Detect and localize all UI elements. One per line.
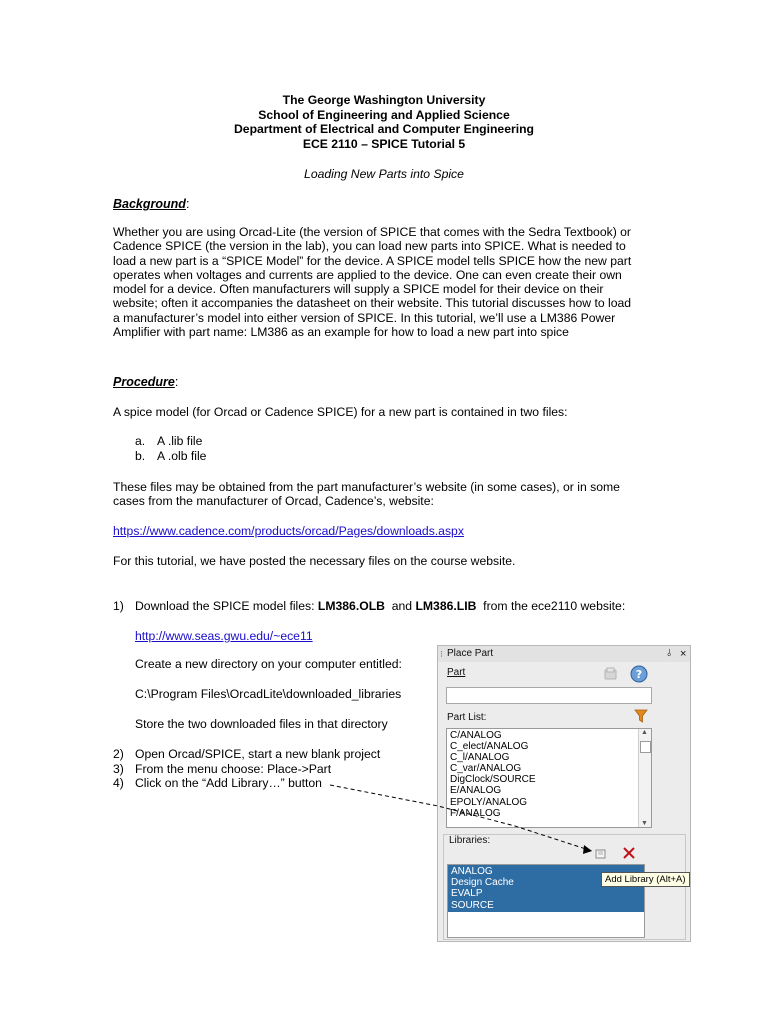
place-part-panel — [437, 645, 691, 942]
file-item-b-marker: b. — [135, 449, 146, 463]
background-line: model for a device. Often manufacturers will supply a SPICE model for their device on their — [113, 282, 604, 297]
course-title: ECE 2110 – SPICE Tutorial 5 — [302, 137, 466, 151]
add-library-tooltip: Add Library (Alt+A) — [601, 872, 690, 887]
step-2-number: 2) — [113, 747, 124, 761]
step-4-text: Click on the “Add Library…” button — [135, 776, 322, 790]
part-label: Part — [447, 667, 466, 678]
add-library-icon[interactable] — [594, 847, 608, 861]
library-item[interactable]: Design Cache — [451, 877, 514, 889]
background-line: load a new part is a “SPICE Model” for the device. A SPICE model tells SPICE how the new part — [113, 253, 632, 268]
procedure-intro: A spice model (for Orcad or Cadence SPICE) for a new part is contained in two files: — [113, 405, 568, 419]
scroll-up-icon[interactable]: ▲ — [641, 729, 648, 736]
step-1-file-lib: LM386.LIB — [415, 599, 477, 613]
cadence-downloads-link[interactable]: https://www.cadence.com/products/orcad/Pages/downloads.aspx — [113, 524, 464, 538]
step-1-number: 1) — [113, 599, 124, 613]
scrollbar-thumb[interactable] — [640, 741, 651, 753]
step-2-text: Open Orcad/SPICE, start a new blank project — [135, 747, 381, 761]
background-line: a manufacturer’s model into either version of SPICE. In this tutorial, we’ll use a LM386 Power — [113, 310, 616, 325]
library-item[interactable]: ANALOG — [451, 866, 493, 877]
part-list-label: Part List: — [447, 712, 487, 723]
sources-line-1: These files may be obtained from the part manufacturer’s website (in some cases), or in some — [113, 480, 620, 494]
pin-icon[interactable]: ⫰ — [667, 648, 672, 659]
create-directory-text: Create a new directory on your computer entitled: — [135, 657, 402, 671]
scroll-down-icon[interactable]: ▼ — [641, 820, 648, 827]
remove-library-icon[interactable] — [622, 846, 636, 860]
directory-path: C:\Program Files\OrcadLite\downloaded_libraries — [135, 687, 402, 701]
sources-line-2: cases from the manufacturer of Orcad, Cadence’s, website: — [113, 494, 434, 508]
part-input-value — [447, 691, 450, 702]
background-line: operates when voltages and currents are applied to the device. One can even create their own — [113, 267, 622, 282]
step-1-mid: and — [384, 599, 416, 613]
step-1-suffix: from the ece2110 website: — [476, 599, 626, 613]
panel-titlebar — [438, 646, 690, 662]
university-title: The George Washington University — [282, 93, 486, 107]
background-line: Cadence SPICE (the version in the lab), you can load new parts into SPICE. What is needed to — [113, 239, 626, 254]
part-list-item[interactable]: C_elect/ANALOG — [450, 741, 529, 753]
svg-text:?: ? — [635, 668, 643, 681]
part-list-item[interactable]: DigClock/SOURCE — [450, 774, 536, 786]
step-1-text — [135, 599, 625, 613]
step-1-file-olb: LM386.OLB — [317, 599, 385, 613]
background-line: Whether you are using Orcad-Lite (the version of SPICE that comes with the Sedra Textbook) or — [113, 225, 631, 239]
step-4-number: 4) — [113, 776, 124, 790]
file-item-b: A .olb file — [157, 449, 207, 463]
background-paragraph — [113, 225, 673, 339]
tutorial-subtitle: Loading New Parts into Spice — [304, 167, 464, 181]
part-list-item[interactable]: C_var/ANALOG — [450, 763, 522, 775]
course-website-link[interactable]: http://www.seas.gwu.edu/~ece11 — [135, 629, 313, 643]
posted-files-note: For this tutorial, we have posted the necessary files on the course website. — [113, 554, 516, 568]
place-part-icon[interactable] — [603, 667, 619, 681]
libraries-label: Libraries: — [449, 835, 491, 846]
help-icon[interactable] — [629, 664, 649, 684]
background-heading: Background — [113, 197, 186, 211]
store-files-text: Store the two downloaded files in that directory — [135, 717, 388, 731]
filter-icon[interactable] — [633, 708, 649, 724]
part-list-item[interactable]: E/ANALOG — [450, 785, 502, 797]
background-line: Amplifier with part name: LM386 as an example for how to load a new part into spice — [113, 325, 569, 340]
part-list-item[interactable]: F/ANALOG — [450, 807, 501, 819]
part-list-item[interactable]: EPOLY/ANALOG — [450, 796, 528, 808]
part-list-item[interactable]: C_l/ANALOG — [450, 752, 510, 764]
library-item[interactable]: EVALP — [451, 888, 483, 900]
procedure-heading-wrap: Procedure: — [113, 375, 179, 389]
part-list-item[interactable]: C/ANALOG — [450, 730, 502, 741]
step-3-number: 3) — [113, 762, 124, 776]
file-item-a-marker: a. — [135, 434, 146, 448]
department-title: Department of Electrical and Computer Engineering — [234, 122, 534, 136]
library-item[interactable]: SOURCE — [451, 899, 494, 911]
step-3-text: From the menu choose: Place->Part — [135, 762, 332, 776]
school-title: School of Engineering and Applied Science — [258, 108, 510, 122]
procedure-heading: Procedure — [113, 375, 175, 389]
file-item-a: A .lib file — [157, 434, 203, 448]
step-1-prefix: Download the SPICE model files: — [135, 599, 318, 613]
part-list[interactable] — [446, 728, 652, 828]
panel-title: Place Part — [447, 648, 494, 659]
grip-icon: ⁝ — [440, 649, 443, 659]
close-icon[interactable]: × — [680, 648, 687, 660]
part-list-scrollbar[interactable] — [638, 729, 651, 827]
background-heading-wrap: Background: — [113, 197, 190, 211]
background-line: website; often it accompanies the datasheet on their website. This tutorial discusses how to load — [113, 296, 632, 311]
part-input[interactable] — [446, 687, 652, 704]
